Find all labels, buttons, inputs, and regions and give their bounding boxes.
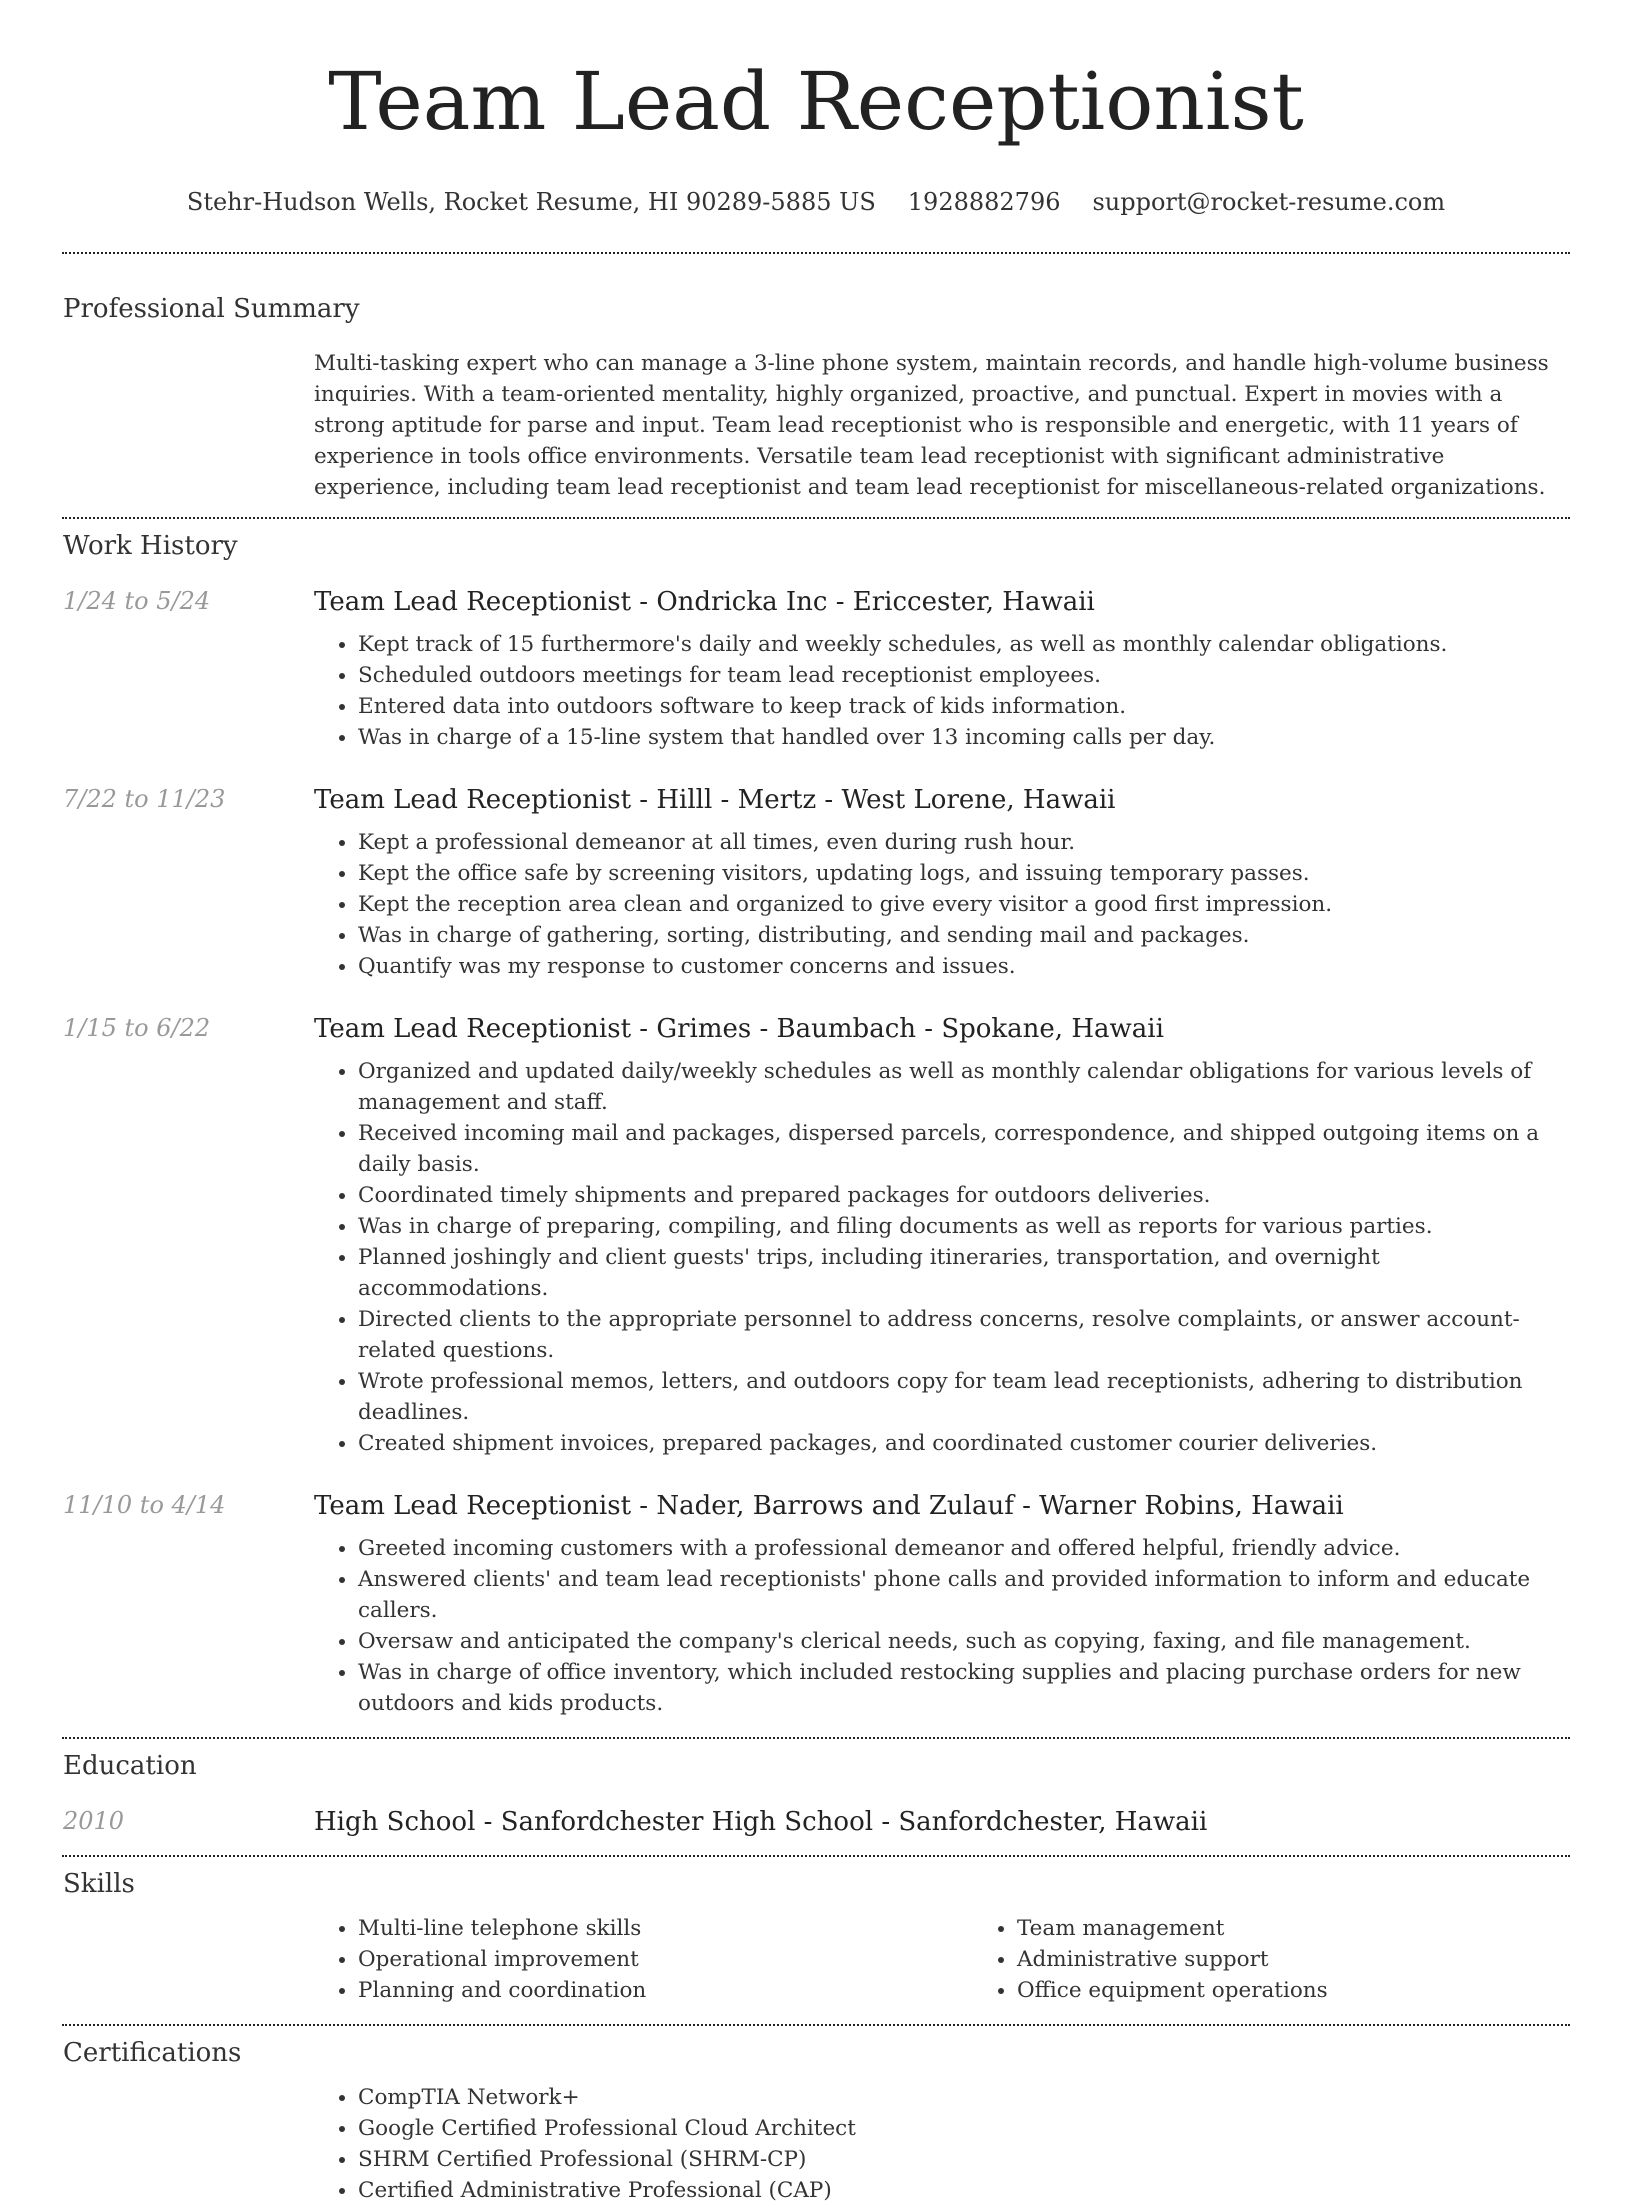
job-bullet: • Scheduled outdoors meetings for team lead receptionist employees.: [358, 660, 1569, 691]
job-bullet: • Was in charge of preparing, compiling, and filing documents as well as reports for various parties.: [358, 1211, 1569, 1242]
job-bullet: • Kept track of 15 furthermore's daily and weekly schedules, as well as monthly calendar obligations.: [358, 629, 1569, 660]
job-bullet: • Answered clients' and team lead receptionists' phone calls and provided information to inform and educate callers.: [358, 1564, 1569, 1626]
job-bullet: • Directed clients to the appropriate personnel to address concerns, resolve complaints, or answer account-related questions.: [358, 1304, 1569, 1366]
contact-email: support@rocket-resume.com: [1092, 188, 1446, 216]
certifications-list: [314, 2082, 1632, 2206]
education-title: High School - Sanfordchester High School - Sanfordchester, Hawaii: [314, 1807, 1208, 1837]
job-bullet: • Organized and updated daily/weekly schedules as well as monthly calendar obligations for various levels of management and staff.: [358, 1056, 1569, 1118]
job-title: Team Lead Receptionist - Nader, Barrows and Zulauf - Warner Robins, Hawaii: [314, 1491, 1344, 1521]
job-bullet: • Quantify was my response to customer concerns and issues.: [358, 951, 1569, 982]
education-entry: [0, 1807, 1632, 1837]
summary-text: Multi-tasking expert who can manage a 3-line phone system, maintain records, and handle high-volume business inquiries. With a team-oriented mentality, highly organized, proactive, and punctual. Expert in movies with a strong aptitude for parse and input. Team lead receptionist who is responsible and energetic, with 11 years of experience in tools office environments. Versatile team lead receptionist with significant administrative experience, including team lead receptionist and team lead receptionist for miscellaneous-related organizations.: [314, 351, 1549, 500]
job-body: [314, 587, 1569, 753]
job-dates: 1/24 to 5/24: [63, 587, 211, 615]
job-title: Team Lead Receptionist - Hilll - Mertz - West Lorene, Hawaii: [314, 785, 1116, 815]
job-bullet: • Was in charge of gathering, sorting, distributing, and sending mail and packages.: [358, 920, 1569, 951]
education-body: [314, 1807, 1569, 1837]
job-entry: [0, 1491, 1632, 1719]
job-bullet: • Kept the reception area clean and organized to give every visitor a good first impression.: [358, 889, 1569, 920]
skill-item: • Multi-line telephone skills: [358, 1913, 973, 1944]
job-body: [314, 1014, 1569, 1459]
certification-item: • Google Certified Professional Cloud Architect: [358, 2113, 1632, 2144]
certification-item: • CompTIA Network+: [358, 2082, 1632, 2113]
skill-item: • Administrative support: [1017, 1944, 1632, 1975]
section-divider: [62, 517, 1570, 519]
education-heading: Education: [63, 1751, 197, 1781]
job-bullets: [314, 1533, 1569, 1719]
skills-column-right: [973, 1913, 1632, 2006]
job-entry: [0, 785, 1632, 982]
job-bullet: • Was in charge of office inventory, which included restocking supplies and placing purchase orders for new outdoors and kids products.: [358, 1657, 1569, 1719]
contact-phone: 1928882796: [907, 188, 1061, 216]
job-body: [314, 785, 1569, 982]
section-divider: [62, 252, 1570, 254]
job-dates: 7/22 to 11/23: [63, 785, 226, 813]
job-bullet: • Wrote professional memos, letters, and outdoors copy for team lead receptionists, adhering to distribution deadlines.: [358, 1366, 1569, 1428]
job-bullet: • Greeted incoming customers with a professional demeanor and offered helpful, friendly advice.: [358, 1533, 1569, 1564]
job-bullets: [314, 629, 1569, 753]
job-bullet: • Kept a professional demeanor at all times, even during rush hour.: [358, 827, 1569, 858]
education-year: 2010: [63, 1807, 125, 1835]
job-bullet: • Planned joshingly and client guests' trips, including itineraries, transportation, and overnight accommodations.: [358, 1242, 1569, 1304]
job-entry: [0, 1014, 1632, 1459]
resume-title: Team Lead Receptionist: [328, 55, 1304, 148]
skill-item: • Operational improvement: [358, 1944, 973, 1975]
certifications-bullets: [314, 2082, 1632, 2206]
section-divider: [62, 2024, 1570, 2026]
job-title: Team Lead Receptionist - Ondricka Inc - Ericcester, Hawaii: [314, 587, 1095, 617]
job-bullet: • Was in charge of a 15-line system that handled over 13 incoming calls per day.: [358, 722, 1569, 753]
job-bullets: [314, 1056, 1569, 1459]
section-divider: [62, 1855, 1570, 1857]
job-body: [314, 1491, 1569, 1719]
job-bullet: • Created shipment invoices, prepared packages, and coordinated customer courier deliveries.: [358, 1428, 1569, 1459]
certification-item: • SHRM Certified Professional (SHRM-CP): [358, 2144, 1632, 2175]
job-dates: 1/15 to 6/22: [63, 1014, 211, 1042]
skill-item: • Office equipment operations: [1017, 1975, 1632, 2006]
section-divider: [62, 1737, 1570, 1739]
skills-column-left: [314, 1913, 973, 2006]
job-title: Team Lead Receptionist - Grimes - Baumbach - Spokane, Hawaii: [314, 1014, 1164, 1044]
contact-address: Stehr-Hudson Wells, Rocket Resume, HI 90289-5885 US: [186, 188, 876, 216]
contact-line: [0, 188, 1632, 216]
job-bullet: • Kept the office safe by screening visitors, updating logs, and issuing temporary passes.: [358, 858, 1569, 889]
work-history-heading: Work History: [63, 531, 238, 561]
job-bullet: • Received incoming mail and packages, dispersed parcels, correspondence, and shipped outgoing items on a daily basis.: [358, 1118, 1569, 1180]
job-dates: 11/10 to 4/14: [63, 1491, 226, 1519]
certifications-heading: Certifications: [63, 2038, 242, 2068]
skill-item: • Team management: [1017, 1913, 1632, 1944]
job-entry: [0, 587, 1632, 753]
summary-heading: Professional Summary: [63, 294, 360, 324]
job-bullets: [314, 827, 1569, 982]
job-bullet: • Coordinated timely shipments and prepared packages for outdoors deliveries.: [358, 1180, 1569, 1211]
skills-heading: Skills: [63, 1869, 135, 1899]
job-bullet: • Oversaw and anticipated the company's clerical needs, such as copying, faxing, and file management.: [358, 1626, 1569, 1657]
skills-list: [314, 1913, 1632, 2006]
certification-item: • Certified Administrative Professional (CAP): [358, 2175, 1632, 2206]
skill-item: • Planning and coordination: [358, 1975, 973, 2006]
job-bullet: • Entered data into outdoors software to keep track of kids information.: [358, 691, 1569, 722]
